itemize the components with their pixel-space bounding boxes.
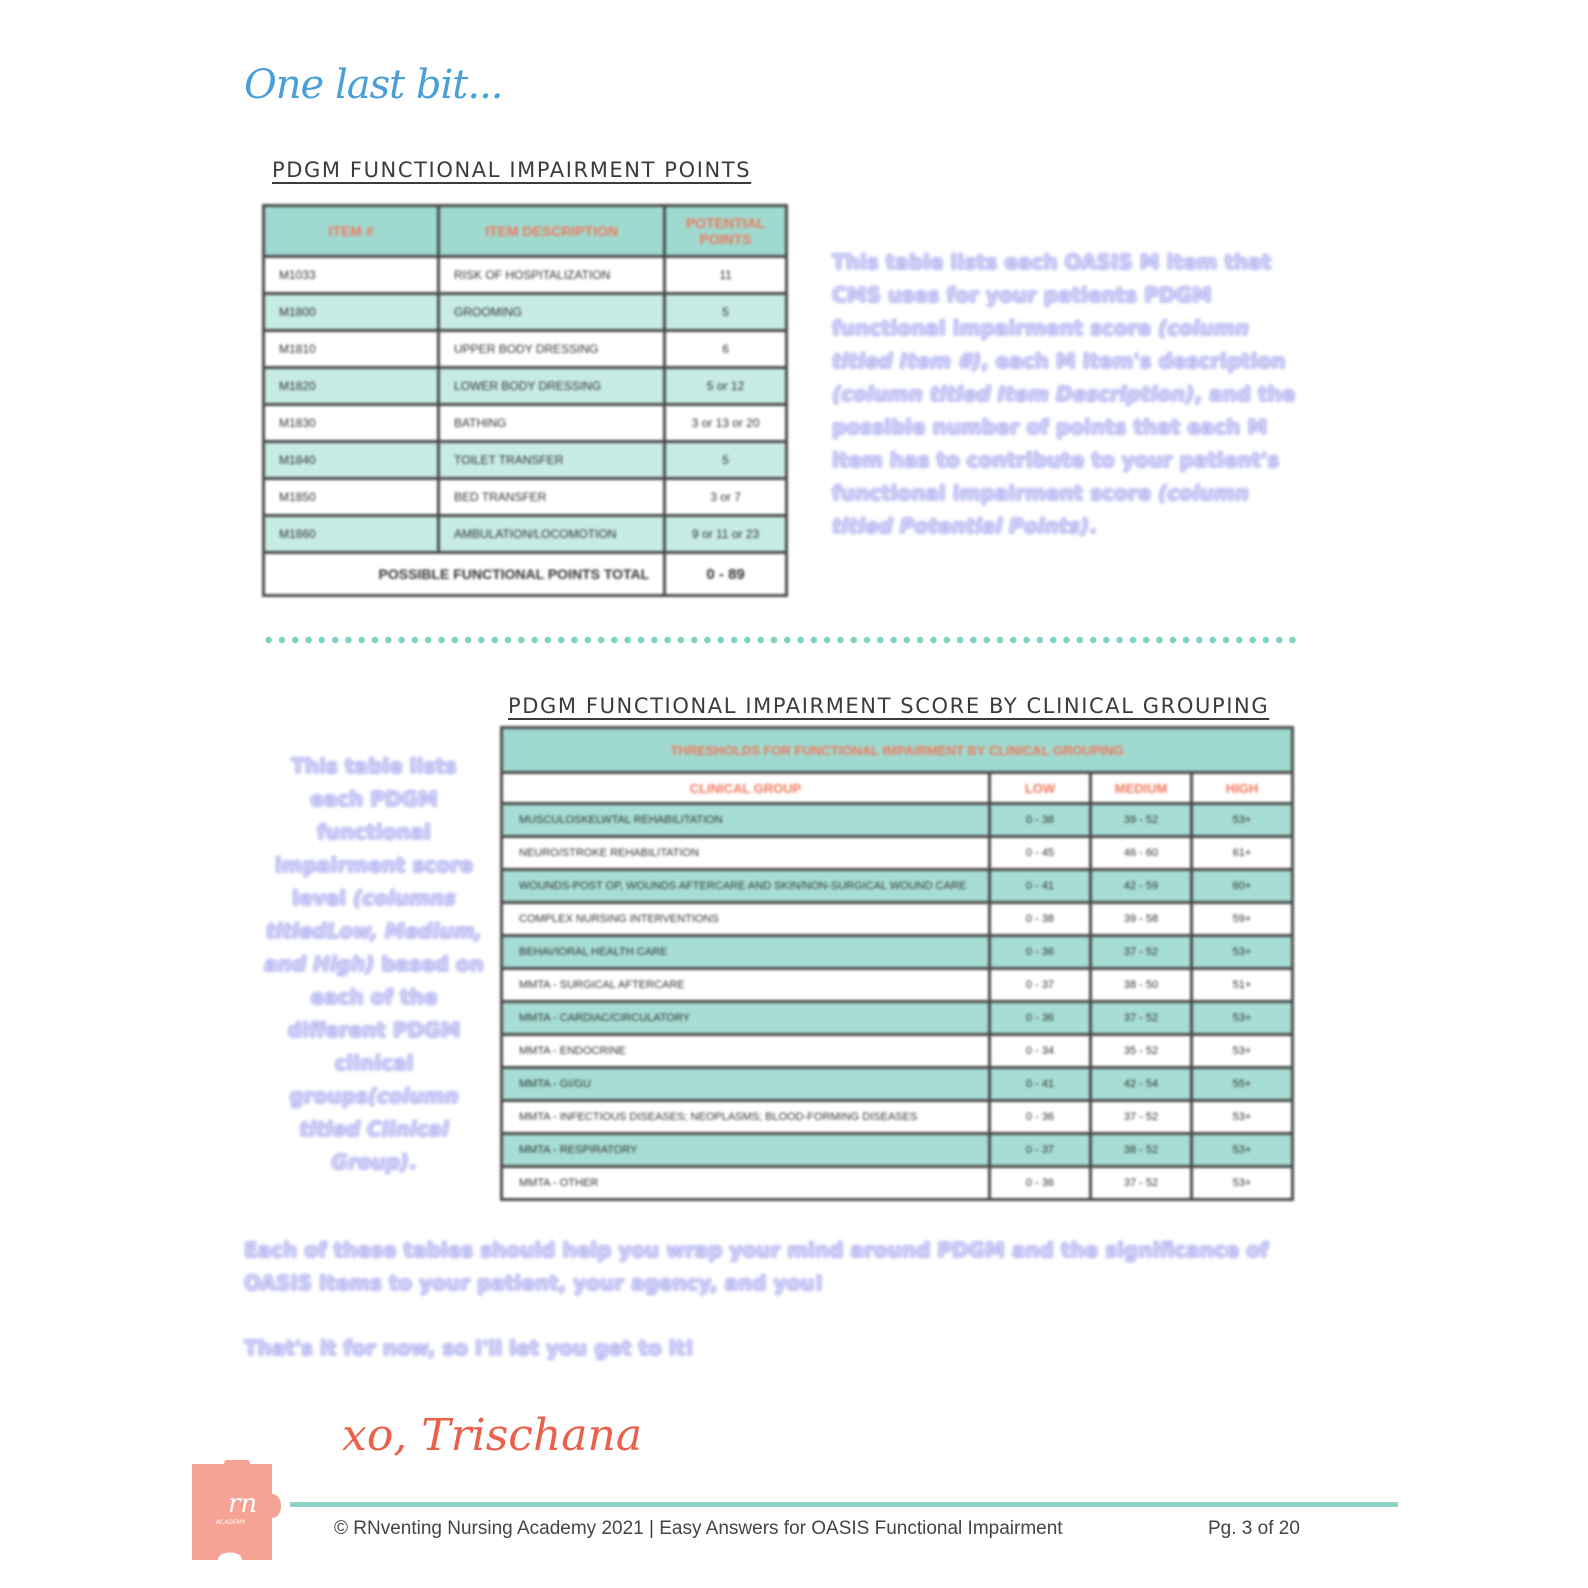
item-number-cell: M1850 bbox=[264, 479, 439, 516]
low-cell: 0 - 38 bbox=[990, 903, 1091, 936]
medium-cell: 37 - 52 bbox=[1091, 1002, 1192, 1035]
dotted-divider bbox=[262, 636, 1302, 644]
puzzle-logo-icon bbox=[188, 1460, 292, 1564]
high-cell: 53+ bbox=[1192, 1101, 1293, 1134]
clinical-group-cell: MMTA - SURGICAL AFTERCARE bbox=[502, 969, 990, 1002]
points-cell: 6 bbox=[665, 331, 787, 368]
high-cell: 55+ bbox=[1192, 1068, 1293, 1101]
clinical-group-cell: MUSCULOSKELWTAL REHABILITATION bbox=[502, 804, 990, 837]
table-row bbox=[502, 936, 1293, 969]
low-cell: 0 - 37 bbox=[990, 969, 1091, 1002]
item-description-cell: TOILET TRANSFER bbox=[439, 442, 665, 479]
table-row bbox=[264, 257, 787, 294]
svg-text:ACADEMY: ACADEMY bbox=[216, 1519, 246, 1526]
closing-paragraph: Each of these tables should help you wrap your mind around PDGM and the significance of OASIS items to your patient, your agency, and you! bbox=[244, 1238, 1269, 1295]
high-cell: 59+ bbox=[1192, 903, 1293, 936]
clinical-grouping-heading: PDGM FUNCTIONAL IMPAIRMENT SCORE BY CLINICAL GROUPING bbox=[508, 694, 1270, 718]
total-row bbox=[264, 553, 787, 596]
header-clinical-group: CLINICAL GROUP bbox=[502, 773, 990, 804]
item-number-cell: M1840 bbox=[264, 442, 439, 479]
medium-cell: 39 - 58 bbox=[1091, 903, 1192, 936]
table-row bbox=[264, 405, 787, 442]
medium-cell: 42 - 54 bbox=[1091, 1068, 1192, 1101]
signature: xo, Trischana bbox=[342, 1410, 643, 1461]
clinical-group-cell: COMPLEX NURSING INTERVENTIONS bbox=[502, 903, 990, 936]
table-row bbox=[502, 870, 1293, 903]
table-row bbox=[502, 1002, 1293, 1035]
table-row bbox=[502, 1101, 1293, 1134]
points-cell: 5 bbox=[665, 294, 787, 331]
low-cell: 0 - 45 bbox=[990, 837, 1091, 870]
table-row bbox=[502, 1035, 1293, 1068]
table-row bbox=[502, 837, 1293, 870]
clinical-group-cell: MMTA - INFECTIOUS DISEASES; NEOPLASMS; BLOOD-FORMING DISEASES bbox=[502, 1101, 990, 1134]
footer-copyright: © RNventing Nursing Academy 2021 | Easy Answers for OASIS Functional Impairment bbox=[334, 1518, 1063, 1539]
clinical-group-cell: BEHAVIORAL HEALTH CARE bbox=[502, 936, 990, 969]
clinical-group-cell: MMTA - CARDIAC/CIRCULATORY bbox=[502, 1002, 990, 1035]
points-cell: 5 or 12 bbox=[665, 368, 787, 405]
high-cell: 53+ bbox=[1192, 936, 1293, 969]
low-cell: 0 - 36 bbox=[990, 1101, 1091, 1134]
footer-rule bbox=[290, 1502, 1398, 1507]
total-value: 0 - 89 bbox=[665, 553, 787, 596]
item-number-cell: M1860 bbox=[264, 516, 439, 553]
item-number-cell: M1800 bbox=[264, 294, 439, 331]
item-description-cell: RISK OF HOSPITALIZATION bbox=[439, 257, 665, 294]
closing-sentence: That's it for now, so I'll let you get to it! bbox=[244, 1336, 695, 1360]
low-cell: 0 - 41 bbox=[990, 870, 1091, 903]
item-description-cell: GROOMING bbox=[439, 294, 665, 331]
functional-points-table bbox=[262, 204, 788, 597]
high-cell: 51+ bbox=[1192, 969, 1293, 1002]
low-cell: 0 - 36 bbox=[990, 936, 1091, 969]
header-potential-points: POTENTIAL POINTS bbox=[665, 206, 787, 257]
medium-cell: 39 - 52 bbox=[1091, 804, 1192, 837]
low-cell: 0 - 38 bbox=[990, 804, 1091, 837]
low-cell: 0 - 36 bbox=[990, 1002, 1091, 1035]
low-cell: 0 - 37 bbox=[990, 1134, 1091, 1167]
medium-cell: 46 - 60 bbox=[1091, 837, 1192, 870]
grouping-table-explanation: This table lists each PDGM functional impairment score level (columns titledLow, Medium, and High) based on each of the different PDGM clinical groups(column titled Clinical Group). bbox=[264, 754, 484, 1174]
item-description-cell: UPPER BODY DRESSING bbox=[439, 331, 665, 368]
medium-cell: 37 - 52 bbox=[1091, 936, 1192, 969]
clinical-grouping-table bbox=[500, 726, 1294, 1201]
item-number-cell: M1830 bbox=[264, 405, 439, 442]
points-table-explanation: This table lists each OASIS M item that CMS uses for your patients PDGM functional impairment score (column titled Item #), each M item's description (column titled Item Description), and the possible number of points that each M item has to contribute to your patient's functional impairment score (column titled Potential Points). bbox=[832, 250, 1296, 538]
table-row bbox=[264, 479, 787, 516]
medium-cell: 38 - 52 bbox=[1091, 1134, 1192, 1167]
table-row bbox=[264, 331, 787, 368]
table-row bbox=[502, 804, 1293, 837]
high-cell: 53+ bbox=[1192, 804, 1293, 837]
high-cell: 61+ bbox=[1192, 837, 1293, 870]
item-number-cell: M1033 bbox=[264, 257, 439, 294]
points-cell: 3 or 7 bbox=[665, 479, 787, 516]
low-cell: 0 - 41 bbox=[990, 1068, 1091, 1101]
svg-text:rn: rn bbox=[228, 1489, 258, 1519]
item-description-cell: BED TRANSFER bbox=[439, 479, 665, 516]
high-cell: 53+ bbox=[1192, 1134, 1293, 1167]
medium-cell: 38 - 50 bbox=[1091, 969, 1192, 1002]
high-cell: 60+ bbox=[1192, 870, 1293, 903]
clinical-group-cell: MMTA - GI/GU bbox=[502, 1068, 990, 1101]
header-item-description: ITEM DESCRIPTION bbox=[439, 206, 665, 257]
item-number-cell: M1810 bbox=[264, 331, 439, 368]
points-cell: 9 or 11 or 23 bbox=[665, 516, 787, 553]
item-number-cell: M1820 bbox=[264, 368, 439, 405]
high-cell: 53+ bbox=[1192, 1167, 1293, 1200]
clinical-group-cell: WOUNDS-POST OP, WOUNDS AFTERCARE AND SKIN/NON-SURGICAL WOUND CARE bbox=[502, 870, 990, 903]
points-cell: 3 or 13 or 20 bbox=[665, 405, 787, 442]
table-row bbox=[502, 903, 1293, 936]
clinical-group-cell: MMTA - OTHER bbox=[502, 1167, 990, 1200]
low-cell: 0 - 34 bbox=[990, 1035, 1091, 1068]
table-row bbox=[264, 294, 787, 331]
table-row bbox=[264, 368, 787, 405]
page-number: Pg. 3 of 20 bbox=[1208, 1518, 1300, 1539]
table-row bbox=[264, 442, 787, 479]
high-cell: 53+ bbox=[1192, 1002, 1293, 1035]
clinical-group-cell: MMTA - RESPIRATORY bbox=[502, 1134, 990, 1167]
medium-cell: 37 - 52 bbox=[1091, 1101, 1192, 1134]
table-row bbox=[502, 969, 1293, 1002]
low-cell: 0 - 36 bbox=[990, 1167, 1091, 1200]
header-item-number: ITEM # bbox=[264, 206, 439, 257]
item-description-cell: LOWER BODY DRESSING bbox=[439, 368, 665, 405]
item-description-cell: BATHING bbox=[439, 405, 665, 442]
medium-cell: 42 - 59 bbox=[1091, 870, 1192, 903]
header-high: HIGH bbox=[1192, 773, 1293, 804]
header-low: LOW bbox=[990, 773, 1091, 804]
medium-cell: 37 - 52 bbox=[1091, 1167, 1192, 1200]
medium-cell: 35 - 52 bbox=[1091, 1035, 1192, 1068]
points-cell: 11 bbox=[665, 257, 787, 294]
clinical-group-cell: MMTA - ENDOCRINE bbox=[502, 1035, 990, 1068]
clinical-group-cell: NEURO/STROKE REHABILITATION bbox=[502, 837, 990, 870]
points-cell: 5 bbox=[665, 442, 787, 479]
table-row bbox=[502, 1167, 1293, 1200]
points-table-heading: PDGM FUNCTIONAL IMPAIRMENT POINTS bbox=[272, 158, 752, 182]
high-cell: 53+ bbox=[1192, 1035, 1293, 1068]
table-row bbox=[502, 1068, 1293, 1101]
table-caption: THRESHOLDS FOR FUNCTIONAL IMPAIRMENT BY CLINICAL GROUPING bbox=[502, 728, 1293, 773]
item-description-cell: AMBULATION/LOCOMOTION bbox=[439, 516, 665, 553]
page-title: One last bit... bbox=[244, 62, 503, 108]
table-row bbox=[502, 1134, 1293, 1167]
table-row bbox=[264, 516, 787, 553]
total-label: POSSIBLE FUNCTIONAL POINTS TOTAL bbox=[264, 553, 665, 596]
header-medium: MEDIUM bbox=[1091, 773, 1192, 804]
